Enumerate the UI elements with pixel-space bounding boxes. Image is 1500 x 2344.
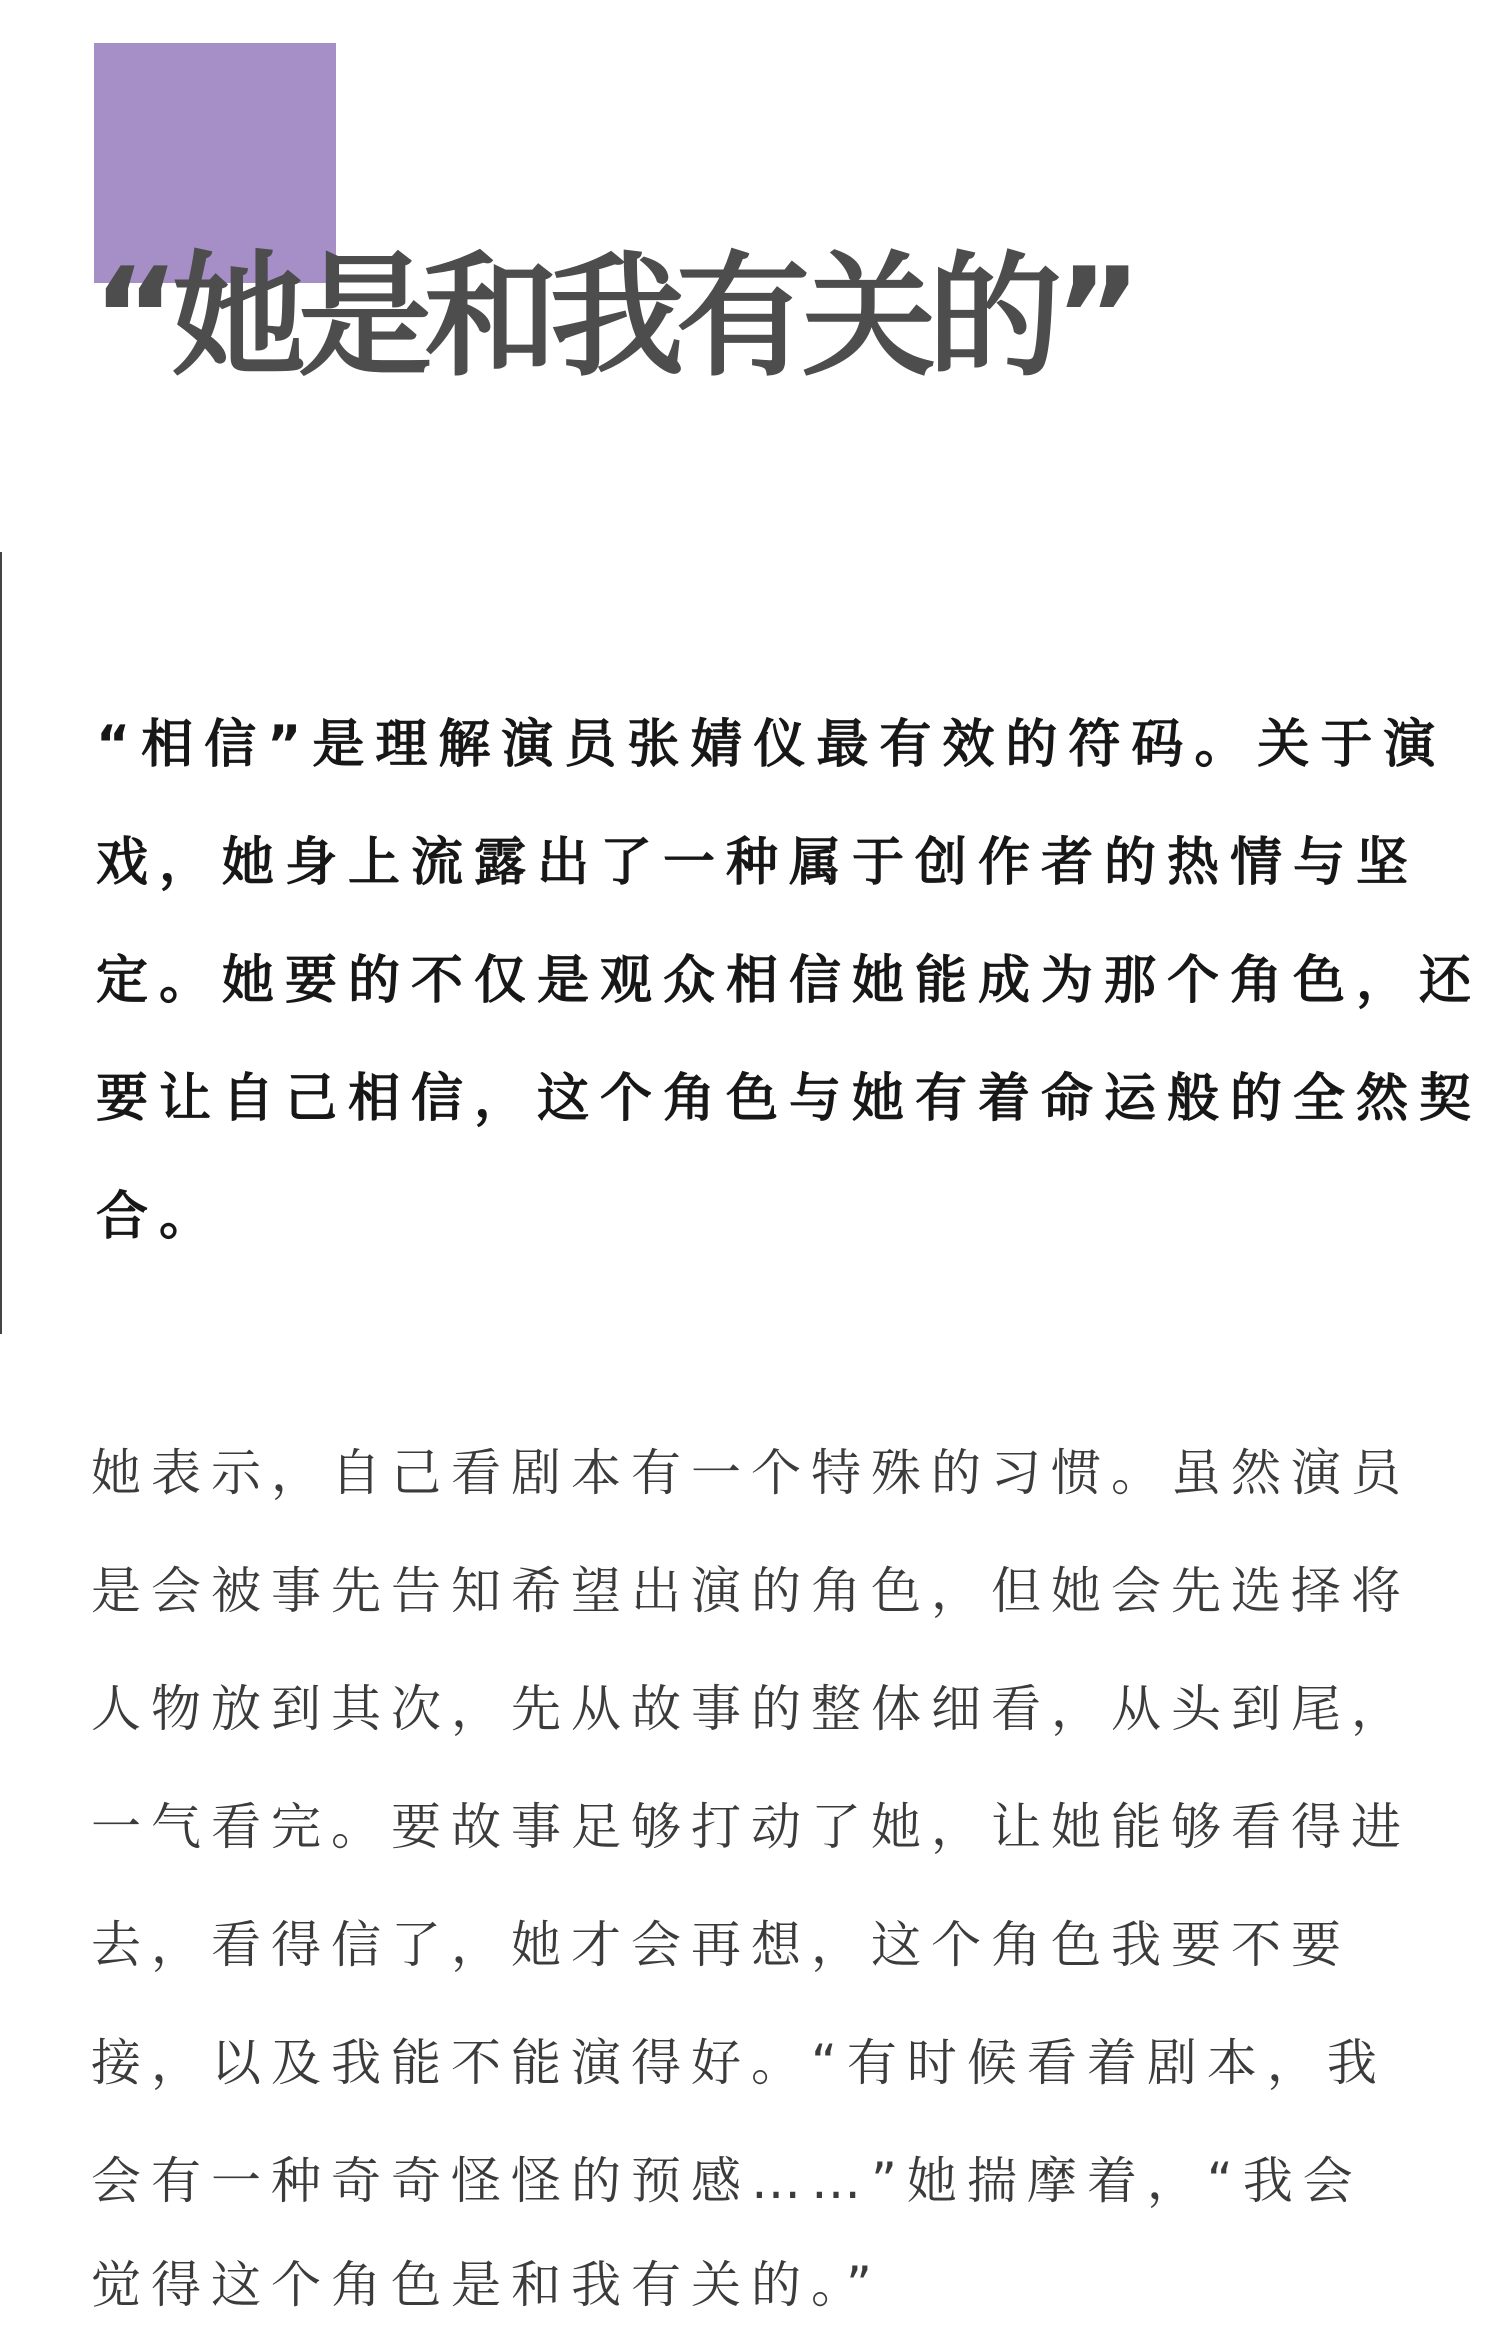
body-line: 她表示，自己看剧本有一个特殊的习惯。虽然演员 bbox=[91, 1444, 1411, 1502]
partially-cropped-final-line bbox=[91, 2250, 1411, 2314]
left-edge-rule bbox=[0, 552, 2, 1334]
lead-line: 定。她要的不仅是观众相信她能成为那个角色，还 bbox=[96, 951, 1483, 1011]
lead-line: “相信”是理解演员张婧仪最有效的符码。关于演 bbox=[96, 715, 1447, 775]
body-line: 去，看得信了，她才会再想，这个角色我要不要 bbox=[91, 1916, 1351, 1974]
lead-line: 要让自己相信，这个角色与她有着命运般的全然契 bbox=[96, 1069, 1483, 1129]
body-line: 觉得这个角色是和我有关的。” bbox=[91, 2256, 882, 2314]
body-line: 接，以及我能不能演得好。“有时候看着剧本，我 bbox=[91, 2034, 1387, 2092]
lead-line: 戏，她身上流露出了一种属于创作者的热情与坚 bbox=[96, 833, 1420, 893]
body-line: 会有一种奇奇怪怪的预感……”她揣摩着，“我会 bbox=[91, 2152, 1363, 2210]
lead-paragraph bbox=[96, 686, 1483, 1276]
body-line: 是会被事先告知希望出演的角色，但她会先选择将 bbox=[91, 1562, 1411, 1620]
body-line: 人物放到其次，先从故事的整体细看，从头到尾， bbox=[91, 1680, 1411, 1738]
body-line: 一气看完。要故事足够打动了她，让她能够看得进 bbox=[91, 1798, 1411, 1856]
article-headline: “她是和我有关的” bbox=[92, 239, 1135, 395]
lead-line: 合。 bbox=[96, 1187, 223, 1247]
body-paragraph bbox=[91, 1414, 1411, 2240]
